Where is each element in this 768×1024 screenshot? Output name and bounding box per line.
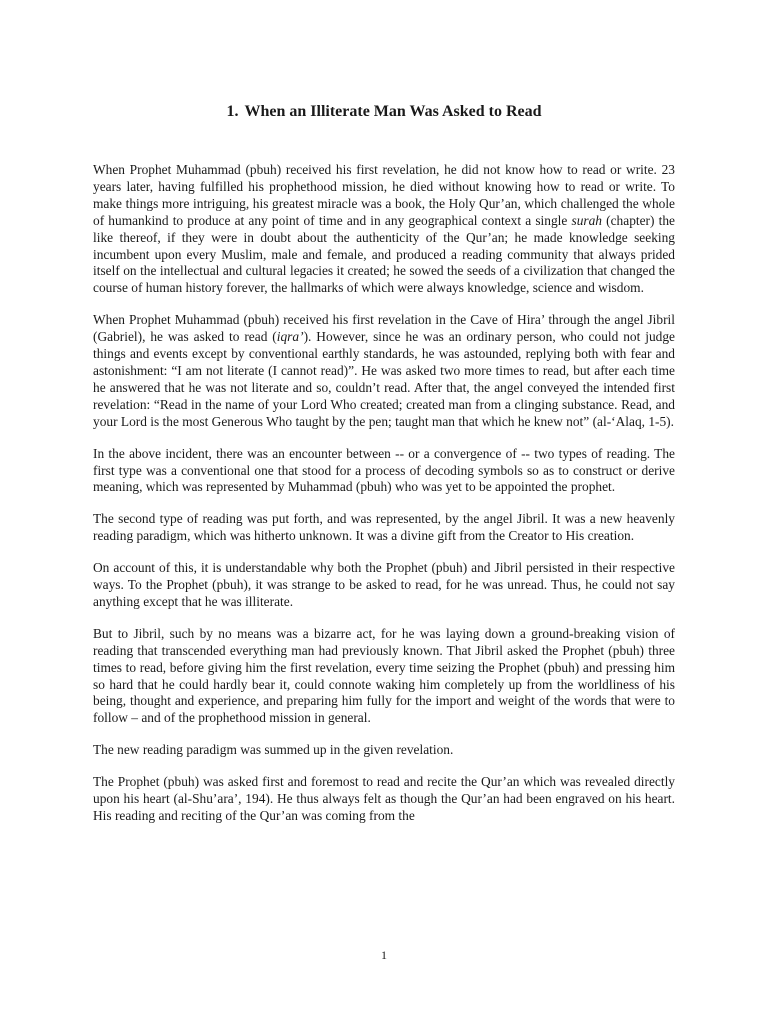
page-number: 1 bbox=[381, 948, 387, 962]
paragraph: When Prophet Muhammad (pbuh) received his first revelation, he did not know how to read or write. 23 years later, having fulfilled his prophethood mission, he died without knowing how to read or write. To make things more intriguing, his greatest miracle was a book, the Holy Qur’an, which challenged the whole of humankind to produce at any point of time and in any geographical context a single surah (chapter) the like thereof, if they were in doubt about the authenticity of the Qur’an; he made knowledge seeking incumbent upon every Muslim, male and female, and produced a reading community that always prided itself on the intellectual and cultural legacies it created; he sowed the seeds of a civilization that changed the course of human history forever, the hallmarks of which were always knowledge, science and wisdom. bbox=[93, 162, 675, 296]
paragraph: But to Jibril, such by no means was a bizarre act, for he was laying down a ground-breaking vision of reading that transcended everything man had previously known. That Jibril asked the Prophet (pbuh) three times to read, before giving him the first revelation, every time seizing the Prophet (pbuh) and pressing him so hard that he could hardly bear it, could connote waking him completely up from the worldliness of his being, thought and experience, and preparing him fully for the import and weight of the words that were to follow – and of the prophethood mission in general. bbox=[93, 625, 675, 726]
chapter-heading bbox=[0, 102, 768, 122]
paragraph: When Prophet Muhammad (pbuh) received his first revelation in the Cave of Hira’ through the angel Jibril (Gabriel), he was asked to read (iqra’). However, since he was an ordinary person, who could not judge things and events except by conventional earthly standards, he was astounded, replying both with fear and astonishment: “I am not literate (I cannot read)”. He was asked two more times to read, but after each time he answered that he was not literate and so, couldn’t read. After that, the angel conveyed the intended first revelation: “Read in the name of your Lord Who created; created man from a clinging substance. Read, and your Lord is the most Generous Who taught by the pen; taught man that which he knew not” (al-‘Alaq, 1-5). bbox=[93, 312, 675, 429]
paragraph: The second type of reading was put forth, and was represented, by the angel Jibril. It was a new heavenly reading paradigm, which was hitherto unknown. It was a divine gift from the Creator to His creation. bbox=[93, 511, 675, 544]
italic-term: surah bbox=[571, 212, 602, 228]
paragraph: The Prophet (pbuh) was asked first and foremost to read and recite the Qur’an which was revealed directly upon his heart (al-Shu’ara’, 194). He thus always felt as though the Qur’an had been engraved on his heart. His reading and reciting of the Qur’an was coming from the bbox=[93, 774, 675, 823]
paragraph: On account of this, it is understandable why both the Prophet (pbuh) and Jibril persisted in their respective ways. To the Prophet (pbuh), it was strange to be asked to read, for he was unread. Thus, he could not say anything except that he was illiterate. bbox=[93, 560, 675, 609]
paragraph: The new reading paradigm was summed up in the given revelation. bbox=[93, 742, 454, 758]
paragraph: In the above incident, there was an encounter between -- or a convergence of -- two types of reading. The first type was a conventional one that stood for a process of decoding symbols so as to construct or derive meaning, which was represented by Muhammad (pbuh) who was yet to be appointed the prophet. bbox=[93, 445, 675, 495]
chapter-title: When an Illiterate Man Was Asked to Read bbox=[244, 103, 542, 120]
chapter-number: 1. bbox=[226, 103, 239, 120]
italic-term: iqra’ bbox=[276, 329, 304, 345]
body-text bbox=[93, 162, 675, 840]
